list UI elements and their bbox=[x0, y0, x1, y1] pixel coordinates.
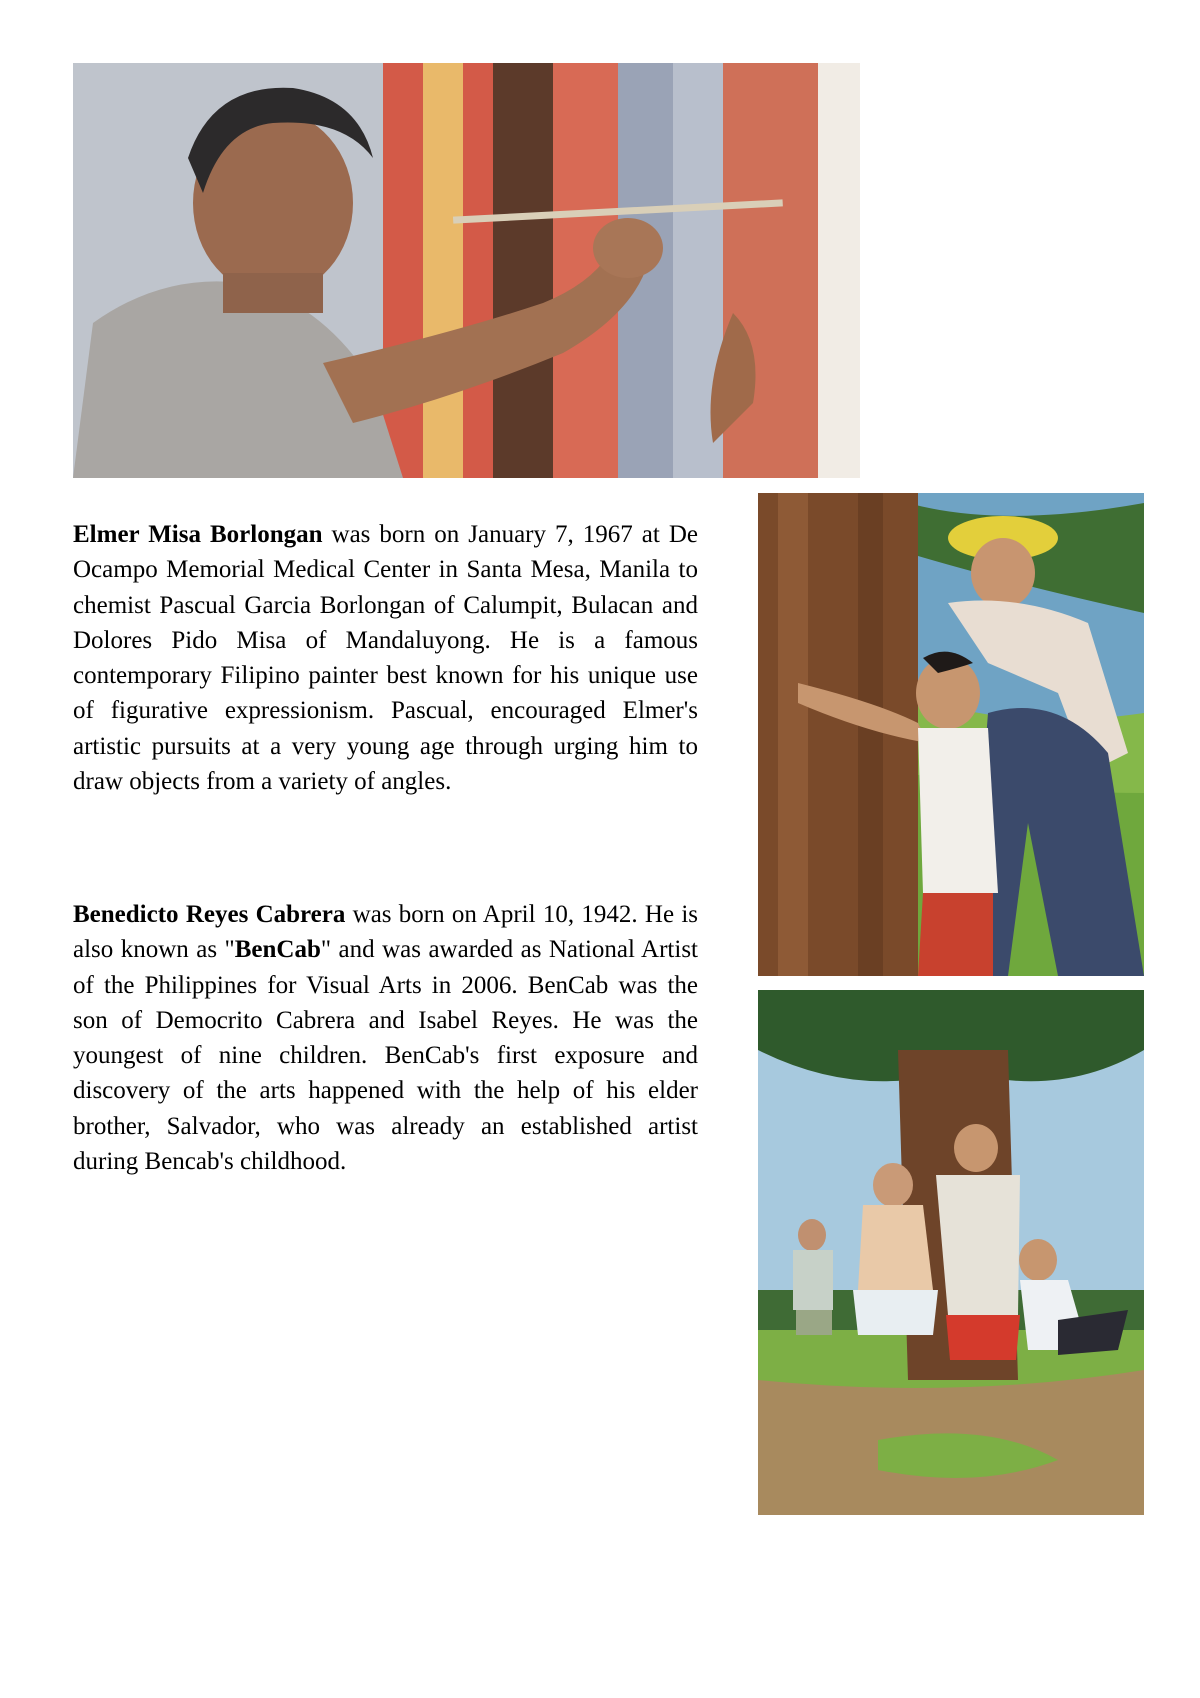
bio-cabrera-text-before: was born on April 10, 1942. He is also known as " bbox=[73, 901, 699, 964]
bio-cabrera-text-after: " and was awarded as National Artist of the Philippines for Visual Arts in 2006. BenCab was the son of Democrito Cabrera and Isabel Reyes. He was the youngest of nine children. BenCab's first exposure and discovery of the arts happened with the help of his elder brother, Salvador, who was already an established artist during Bencab's childhood. bbox=[73, 936, 698, 1176]
painting-children-tree-photo bbox=[758, 990, 1144, 1515]
bio-cabrera-name: Benedicto Reyes Cabrera bbox=[73, 901, 346, 928]
bio-borlongan bbox=[73, 517, 698, 799]
bio-borlongan-name: Elmer Misa Borlongan bbox=[73, 521, 323, 548]
bio-cabrera-nickname: BenCab bbox=[234, 936, 321, 964]
bio-cabrera bbox=[73, 897, 698, 1179]
painting-tree-hide-photo bbox=[758, 493, 1144, 976]
artist-portrait-photo bbox=[73, 63, 860, 478]
bio-borlongan-text: was born on January 7, 1967 at De Ocampo Memorial Medical Center in Santa Mesa, Manila to chemist Pascual Garcia Borlongan of Calumpit, Bulacan and Dolores Pido Misa of Mandaluyong. He is a famous contemporary Filipino painter best known for his unique use of figurative expressionism. Pascual, encouraged Elmer's artistic pursuits at a very young age through urging him to draw objects from a variety of angles. bbox=[73, 521, 698, 796]
